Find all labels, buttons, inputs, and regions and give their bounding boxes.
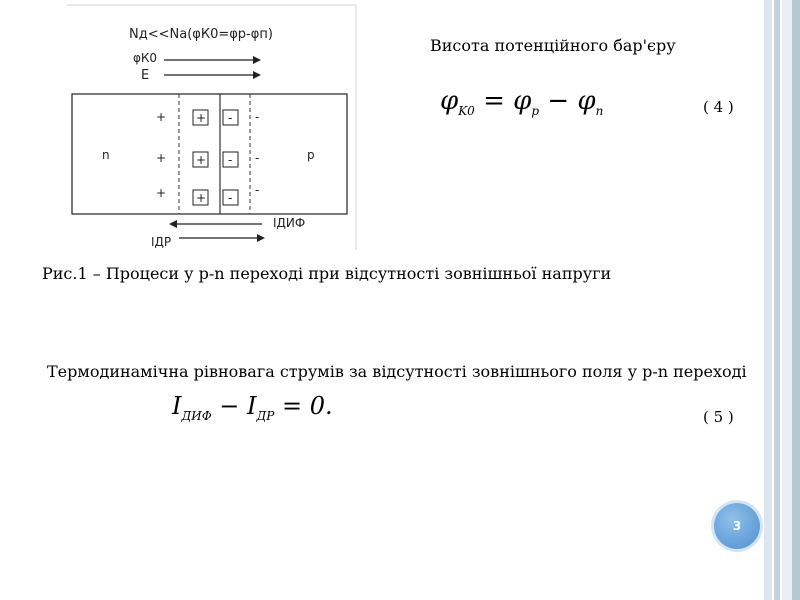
pn-junction-figure <box>67 4 357 250</box>
equation-number: ( 5 ) <box>703 408 734 426</box>
formula-symbol: φ <box>513 86 532 116</box>
decor-strip <box>782 0 792 600</box>
formula-subscript: ДИФ <box>181 408 212 423</box>
formula-subscript: p <box>531 104 540 119</box>
donor-ion-sign: + <box>196 191 207 205</box>
n-region-label: n <box>102 148 110 162</box>
formula-subscript: ДР <box>256 408 275 423</box>
phi-arrowhead <box>253 56 261 64</box>
formula-subscript: n <box>595 104 604 119</box>
decor-strip <box>774 0 780 600</box>
formula-symbol: I <box>247 392 257 420</box>
diffusion-current-label: IДИФ <box>273 216 306 230</box>
formula-operator: − <box>211 392 248 420</box>
drift-current-label: IДР <box>151 235 172 249</box>
drift-arrowhead <box>257 234 265 242</box>
p-minus-sign: - <box>255 183 260 197</box>
acceptor-ion-sign: - <box>228 153 233 167</box>
condition-label: Nд<<Nа(φК0=φр-φп) <box>129 27 273 42</box>
equilibrium-heading: Термодинамічна рівновага струмів за відсутності зовнішнього поля у p-n переході <box>47 362 747 381</box>
decor-strip <box>764 0 772 600</box>
p-minus-sign: - <box>255 110 260 124</box>
crystal-box <box>72 94 347 214</box>
formula-rhs: = 0. <box>274 392 333 420</box>
acceptor-ion-sign: - <box>228 191 233 205</box>
figure-caption: Рис.1 – Процеси у p-n переході при відсутності зовнішньої напруги <box>42 264 612 283</box>
formula-symbol: φ <box>440 86 459 116</box>
decor-strip <box>792 0 800 600</box>
formula-symbol: I <box>172 392 182 420</box>
n-plus-sign: + <box>156 151 167 165</box>
formula-operator: = <box>474 86 514 116</box>
pn-junction-diagram <box>67 4 357 250</box>
e-arrowhead <box>253 71 261 79</box>
formula-subscript: K0 <box>458 104 475 119</box>
acceptor-ion-sign: - <box>228 111 233 125</box>
formula-current-balance <box>172 392 333 423</box>
p-minus-sign: - <box>255 151 260 165</box>
n-plus-sign: + <box>156 186 167 200</box>
page-number-badge: 3 <box>714 503 760 549</box>
e-field-label: E <box>141 68 150 83</box>
n-plus-sign: + <box>156 110 167 124</box>
formula-symbol: φ <box>577 86 596 116</box>
phi-k0-label: φК0 <box>133 51 158 65</box>
donor-ion-sign: + <box>196 153 207 167</box>
donor-ion-sign: + <box>196 111 207 125</box>
formula-operator: − <box>539 86 578 116</box>
barrier-height-title: Висота потенційного бар'єру <box>430 36 676 55</box>
equation-number: ( 4 ) <box>703 98 734 116</box>
formula-barrier-height <box>440 86 603 118</box>
diffusion-arrowhead <box>169 220 177 228</box>
p-region-label: p <box>307 148 315 162</box>
